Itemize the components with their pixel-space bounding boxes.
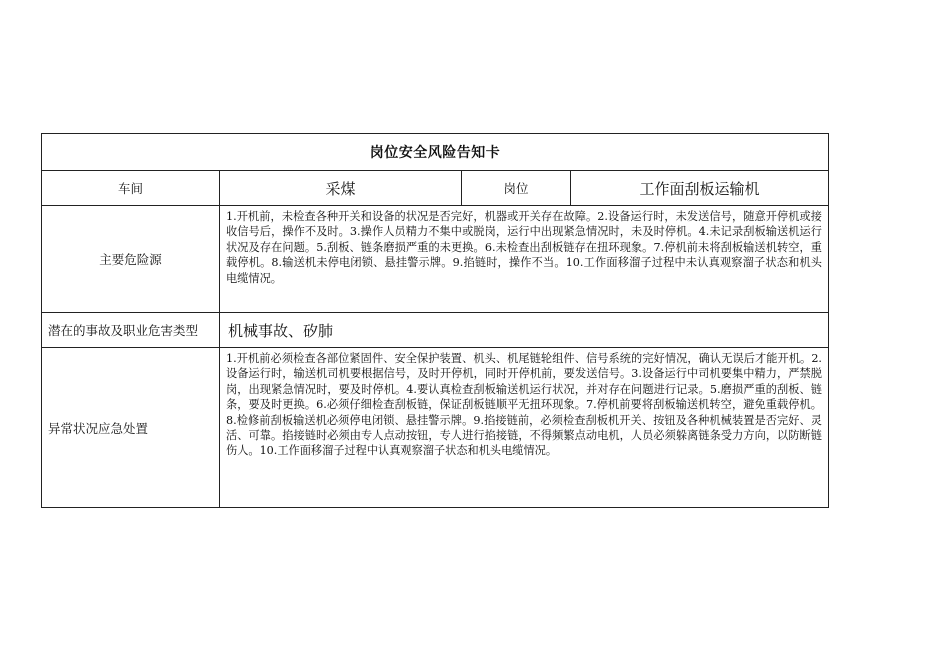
- workshop-row: [42, 171, 829, 206]
- hazard-label: 主要危险源: [42, 206, 220, 313]
- risk-notice-card: [41, 133, 829, 508]
- accident-label: 潜在的事故及职业危害类型: [42, 313, 220, 348]
- post-value: 工作面刮板运输机: [571, 171, 829, 206]
- workshop-value: 采煤: [220, 171, 462, 206]
- card-title: 岗位安全风险告知卡: [42, 134, 829, 171]
- accident-value: 机械事故、矽肺: [220, 313, 829, 348]
- emergency-text: 1.开机前必须检查各部位紧固件、安全保护装置、机头、机尾链轮组件、信号系统的完好情况，确认无误后才能开机。2.设备运行时，输送机司机要根据信号，及时开停机，同时开停机前，要发送信号。3.设备运行中司机要集中精力，严禁脱岗，出现紧急情况时，要及时停机。4.要认真检查刮板输送机运行状况，并对存在问题进行记录。5.磨损严重的刮板、链条，要及时更换。6.必须仔细检查刮板链，保证刮板链顺平无扭环现象。7.停机前要将刮板输送机转空，避免重载停机。8.检修前刮板输送机必须停电闭锁、悬挂警示牌。9.掐接链前，必须检查刮板机开关、按钮及各种机械装置是否完好、灵活、可靠。掐接链时必须由专人点动按钮，专人进行掐接链，不得频繁点动电机，人员必须躲离链条受力方向，以防断链伤人。10.工作面移溜子过程中认真观察溜子状态和机头电缆情况。: [220, 348, 829, 508]
- title-row: [42, 134, 829, 171]
- emergency-label: 异常状况应急处置: [42, 348, 220, 508]
- workshop-label: 车间: [42, 171, 220, 206]
- emergency-row: [42, 348, 829, 508]
- post-label: 岗位: [462, 171, 571, 206]
- hazard-text: 1.开机前，未检查各种开关和设备的状况是否完好，机器或开关存在故障。2.设备运行时，未发送信号，随意开停机或接收信号后，操作不及时。3.操作人员精力不集中或脱岗，运行中出现紧急情况时，未及时停机。4.未记录刮板输送机运行状况及存在问题。5.刮板、链条磨损严重的未更换。6.未检查出刮板链存在扭环现象。7.停机前未将刮板输送机转空，重载停机。8.输送机未停电闭锁、悬挂警示牌。9.掐链时，操作不当。10.工作面移溜子过程中未认真观察溜子状态和机头电缆情况。: [220, 206, 829, 313]
- hazard-row: [42, 206, 829, 313]
- accident-row: [42, 313, 829, 348]
